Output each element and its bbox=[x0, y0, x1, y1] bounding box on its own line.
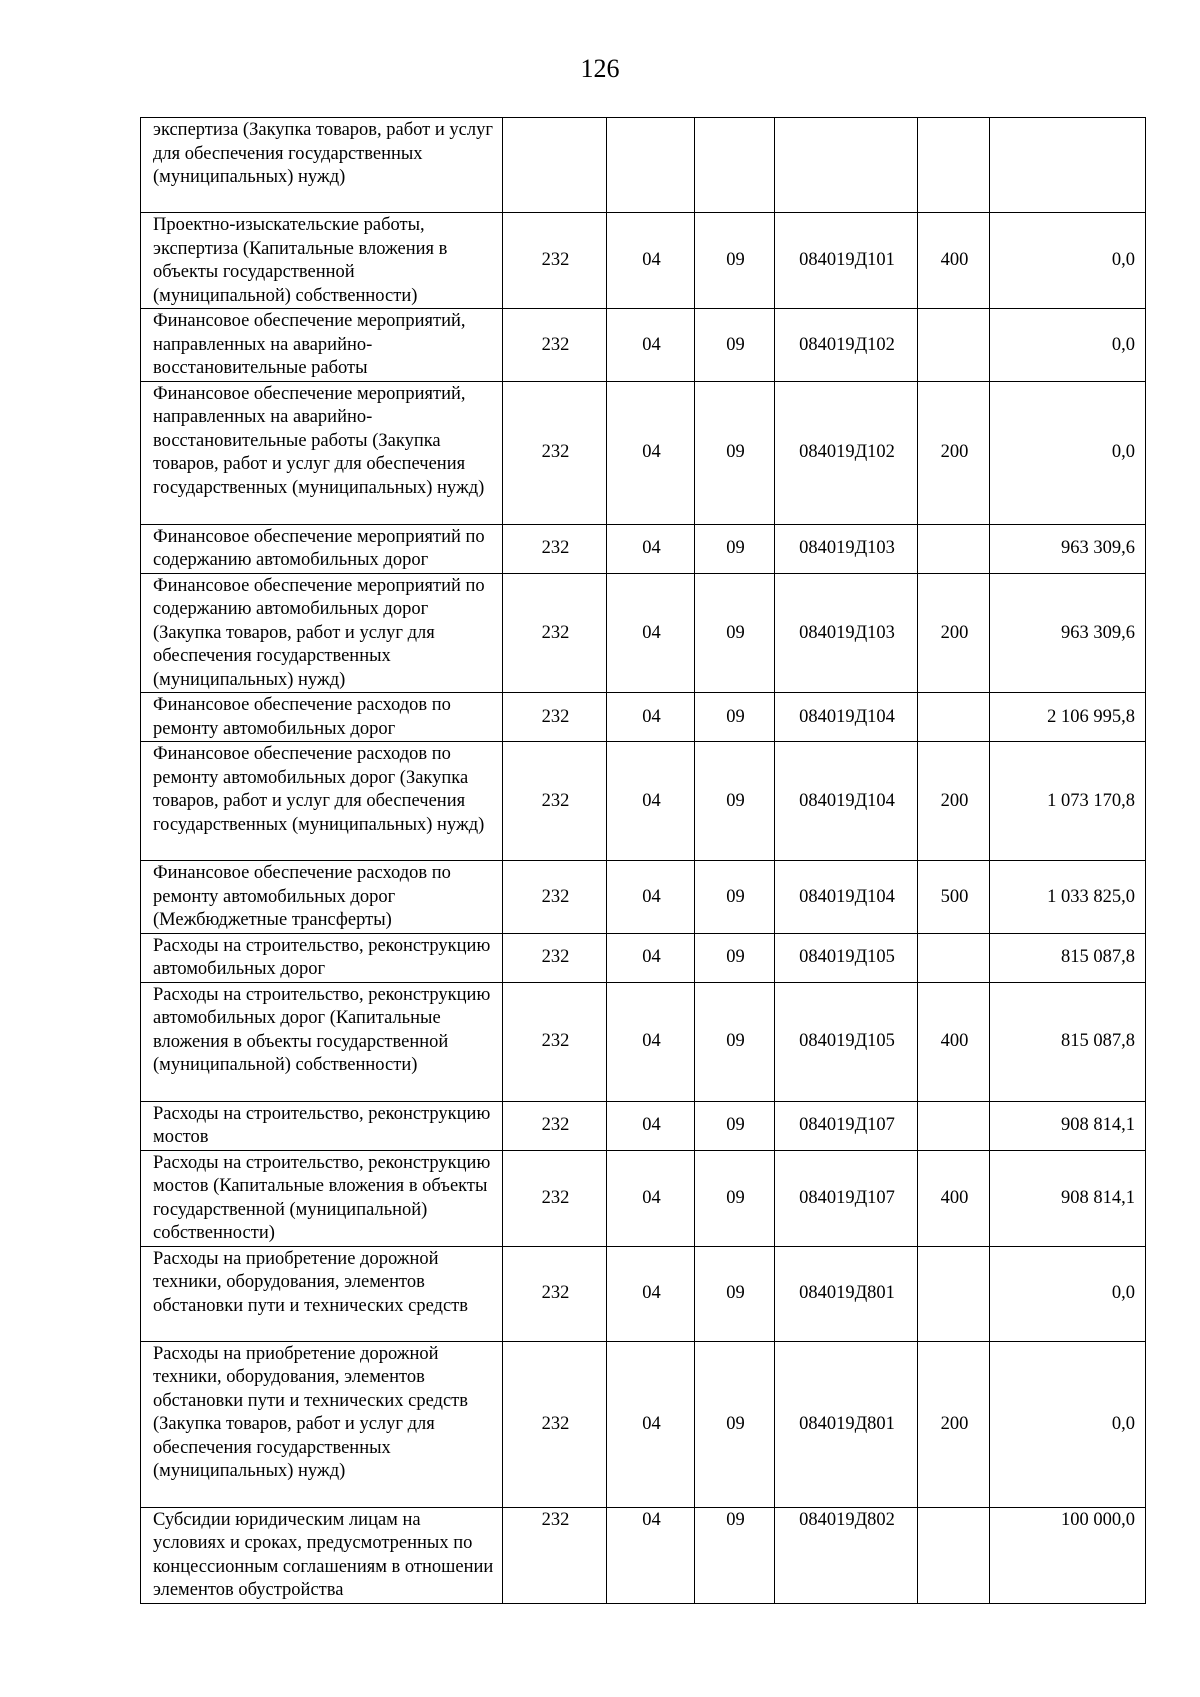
cell-ved: 232 bbox=[503, 982, 607, 1101]
cell-pr: 09 bbox=[695, 1246, 775, 1341]
cell-ved: 232 bbox=[503, 573, 607, 693]
cell-rz: 04 bbox=[607, 524, 695, 573]
cell-sum: 0,0 bbox=[990, 381, 1146, 524]
cell-csr: 084019Д802 bbox=[775, 1507, 918, 1603]
row-name: Финансовое обеспечение мероприятий по содержанию автомобильных дорог (Закупка товаров, работ и услуг для обеспечения государственных (муниципальных) нужд) bbox=[141, 573, 503, 693]
cell-vr: 400 bbox=[918, 213, 990, 309]
cell-vr bbox=[918, 1101, 990, 1150]
cell-sum: 963 309,6 bbox=[990, 573, 1146, 693]
cell-ved: 232 bbox=[503, 1150, 607, 1246]
cell-vr: 400 bbox=[918, 982, 990, 1101]
cell-csr: 084019Д105 bbox=[775, 982, 918, 1101]
row-name: Финансовое обеспечение расходов по ремонту автомобильных дорог bbox=[141, 693, 503, 742]
cell-ved: 232 bbox=[503, 524, 607, 573]
cell-vr bbox=[918, 1246, 990, 1341]
cell-ved: 232 bbox=[503, 309, 607, 382]
cell-ved bbox=[503, 118, 607, 213]
cell-pr: 09 bbox=[695, 1150, 775, 1246]
cell-rz: 04 bbox=[607, 933, 695, 982]
cell-csr: 084019Д801 bbox=[775, 1341, 918, 1507]
cell-sum: 0,0 bbox=[990, 1246, 1146, 1341]
cell-rz: 04 bbox=[607, 573, 695, 693]
row-name: Финансовое обеспечение мероприятий по содержанию автомобильных дорог bbox=[141, 524, 503, 573]
cell-rz bbox=[607, 118, 695, 213]
row-name: Расходы на строительство, реконструкцию мостов bbox=[141, 1101, 503, 1150]
row-name: Финансовое обеспечение мероприятий, направленных на аварийно-восстановительные работы (Закупка товаров, работ и услуг для обеспечения государственных (муниципальных) нужд) bbox=[141, 381, 503, 524]
cell-csr bbox=[775, 118, 918, 213]
row-name: Расходы на строительство, реконструкцию автомобильных дорог (Капитальные вложения в объекты государственной (муниципальной) собственности) bbox=[141, 982, 503, 1101]
cell-csr: 084019Д103 bbox=[775, 573, 918, 693]
cell-rz: 04 bbox=[607, 1150, 695, 1246]
cell-sum: 0,0 bbox=[990, 1341, 1146, 1507]
table-row bbox=[141, 1246, 1146, 1341]
table-row bbox=[141, 693, 1146, 742]
cell-csr: 084019Д801 bbox=[775, 1246, 918, 1341]
cell-sum: 815 087,8 bbox=[990, 933, 1146, 982]
table-row bbox=[141, 573, 1146, 693]
cell-sum: 2 106 995,8 bbox=[990, 693, 1146, 742]
cell-sum bbox=[990, 118, 1146, 213]
cell-vr: 500 bbox=[918, 861, 990, 934]
cell-ved: 232 bbox=[503, 1101, 607, 1150]
row-name: Финансовое обеспечение расходов по ремонту автомобильных дорог (Межбюджетные трансферты) bbox=[141, 861, 503, 934]
cell-pr: 09 bbox=[695, 524, 775, 573]
cell-csr: 084019Д102 bbox=[775, 309, 918, 382]
cell-ved: 232 bbox=[503, 1507, 607, 1603]
cell-vr: 200 bbox=[918, 573, 990, 693]
cell-ved: 232 bbox=[503, 933, 607, 982]
row-name: Финансовое обеспечение мероприятий, направленных на аварийно-восстановительные работы bbox=[141, 309, 503, 382]
cell-ved: 232 bbox=[503, 381, 607, 524]
cell-pr: 09 bbox=[695, 982, 775, 1101]
cell-rz: 04 bbox=[607, 982, 695, 1101]
cell-ved: 232 bbox=[503, 1341, 607, 1507]
table-row bbox=[141, 1507, 1146, 1603]
cell-ved: 232 bbox=[503, 213, 607, 309]
cell-rz: 04 bbox=[607, 693, 695, 742]
cell-rz: 04 bbox=[607, 1246, 695, 1341]
budget-table bbox=[140, 117, 1146, 1604]
cell-csr: 084019Д104 bbox=[775, 861, 918, 934]
cell-rz: 04 bbox=[607, 1507, 695, 1603]
cell-csr: 084019Д107 bbox=[775, 1101, 918, 1150]
cell-sum: 963 309,6 bbox=[990, 524, 1146, 573]
cell-rz: 04 bbox=[607, 1341, 695, 1507]
cell-vr bbox=[918, 524, 990, 573]
cell-pr: 09 bbox=[695, 381, 775, 524]
cell-pr: 09 bbox=[695, 1101, 775, 1150]
cell-pr: 09 bbox=[695, 933, 775, 982]
cell-csr: 084019Д104 bbox=[775, 693, 918, 742]
table-row bbox=[141, 1101, 1146, 1150]
row-name: Расходы на строительство, реконструкцию автомобильных дорог bbox=[141, 933, 503, 982]
cell-rz: 04 bbox=[607, 861, 695, 934]
cell-pr: 09 bbox=[695, 1341, 775, 1507]
cell-ved: 232 bbox=[503, 861, 607, 934]
cell-ved: 232 bbox=[503, 693, 607, 742]
row-name: Финансовое обеспечение расходов по ремонту автомобильных дорог (Закупка товаров, работ и услуг для обеспечения государственных (муниципальных) нужд) bbox=[141, 742, 503, 861]
table-row bbox=[141, 213, 1146, 309]
cell-csr: 084019Д107 bbox=[775, 1150, 918, 1246]
cell-vr: 200 bbox=[918, 381, 990, 524]
cell-vr: 200 bbox=[918, 1341, 990, 1507]
cell-pr: 09 bbox=[695, 742, 775, 861]
cell-rz: 04 bbox=[607, 1101, 695, 1150]
cell-rz: 04 bbox=[607, 742, 695, 861]
table-row bbox=[141, 982, 1146, 1101]
row-name: Расходы на строительство, реконструкцию мостов (Капитальные вложения в объекты государственной (муниципальной) собственности) bbox=[141, 1150, 503, 1246]
cell-csr: 084019Д102 bbox=[775, 381, 918, 524]
cell-vr bbox=[918, 309, 990, 382]
cell-vr: 200 bbox=[918, 742, 990, 861]
table-row bbox=[141, 1150, 1146, 1246]
table-row bbox=[141, 524, 1146, 573]
cell-pr: 09 bbox=[695, 861, 775, 934]
cell-csr: 084019Д105 bbox=[775, 933, 918, 982]
cell-rz: 04 bbox=[607, 309, 695, 382]
cell-pr: 09 bbox=[695, 213, 775, 309]
cell-pr: 09 bbox=[695, 573, 775, 693]
cell-pr bbox=[695, 118, 775, 213]
cell-sum: 0,0 bbox=[990, 309, 1146, 382]
cell-sum: 908 814,1 bbox=[990, 1150, 1146, 1246]
row-name: Расходы на приобретение дорожной техники, оборудования, элементов обстановки пути и технических средств (Закупка товаров, работ и услуг для обеспечения государственных (муниципальных) нужд) bbox=[141, 1341, 503, 1507]
cell-vr bbox=[918, 693, 990, 742]
row-name: Субсидии юридическим лицам на условиях и сроках, предусмотренных по концессионным соглашениям в отношении элементов обустройства bbox=[141, 1507, 503, 1603]
cell-pr: 09 bbox=[695, 693, 775, 742]
row-name: Проектно-изыскательские работы, экспертиза (Капитальные вложения в объекты государственной (муниципальной) собственности) bbox=[141, 213, 503, 309]
cell-vr: 400 bbox=[918, 1150, 990, 1246]
table-row bbox=[141, 1341, 1146, 1507]
cell-ved: 232 bbox=[503, 742, 607, 861]
page-number: 126 bbox=[580, 54, 620, 83]
cell-sum: 815 087,8 bbox=[990, 982, 1146, 1101]
cell-sum: 0,0 bbox=[990, 213, 1146, 309]
cell-rz: 04 bbox=[607, 381, 695, 524]
cell-csr: 084019Д104 bbox=[775, 742, 918, 861]
table-row bbox=[141, 861, 1146, 934]
row-name: Расходы на приобретение дорожной техники, оборудования, элементов обстановки пути и технических средств bbox=[141, 1246, 503, 1341]
cell-rz: 04 bbox=[607, 213, 695, 309]
cell-pr: 09 bbox=[695, 309, 775, 382]
row-name: экспертиза (Закупка товаров, работ и услуг для обеспечения государственных (муниципальных) нужд) bbox=[141, 118, 503, 213]
table-row bbox=[141, 381, 1146, 524]
cell-csr: 084019Д101 bbox=[775, 213, 918, 309]
table-row bbox=[141, 309, 1146, 382]
cell-csr: 084019Д103 bbox=[775, 524, 918, 573]
cell-sum: 1 033 825,0 bbox=[990, 861, 1146, 934]
cell-ved: 232 bbox=[503, 1246, 607, 1341]
cell-vr bbox=[918, 118, 990, 213]
cell-sum: 1 073 170,8 bbox=[990, 742, 1146, 861]
cell-pr: 09 bbox=[695, 1507, 775, 1603]
cell-sum: 908 814,1 bbox=[990, 1101, 1146, 1150]
table-row bbox=[141, 742, 1146, 861]
cell-vr bbox=[918, 933, 990, 982]
cell-sum: 100 000,0 bbox=[990, 1507, 1146, 1603]
table-row bbox=[141, 933, 1146, 982]
cell-vr bbox=[918, 1507, 990, 1603]
table-row bbox=[141, 118, 1146, 213]
